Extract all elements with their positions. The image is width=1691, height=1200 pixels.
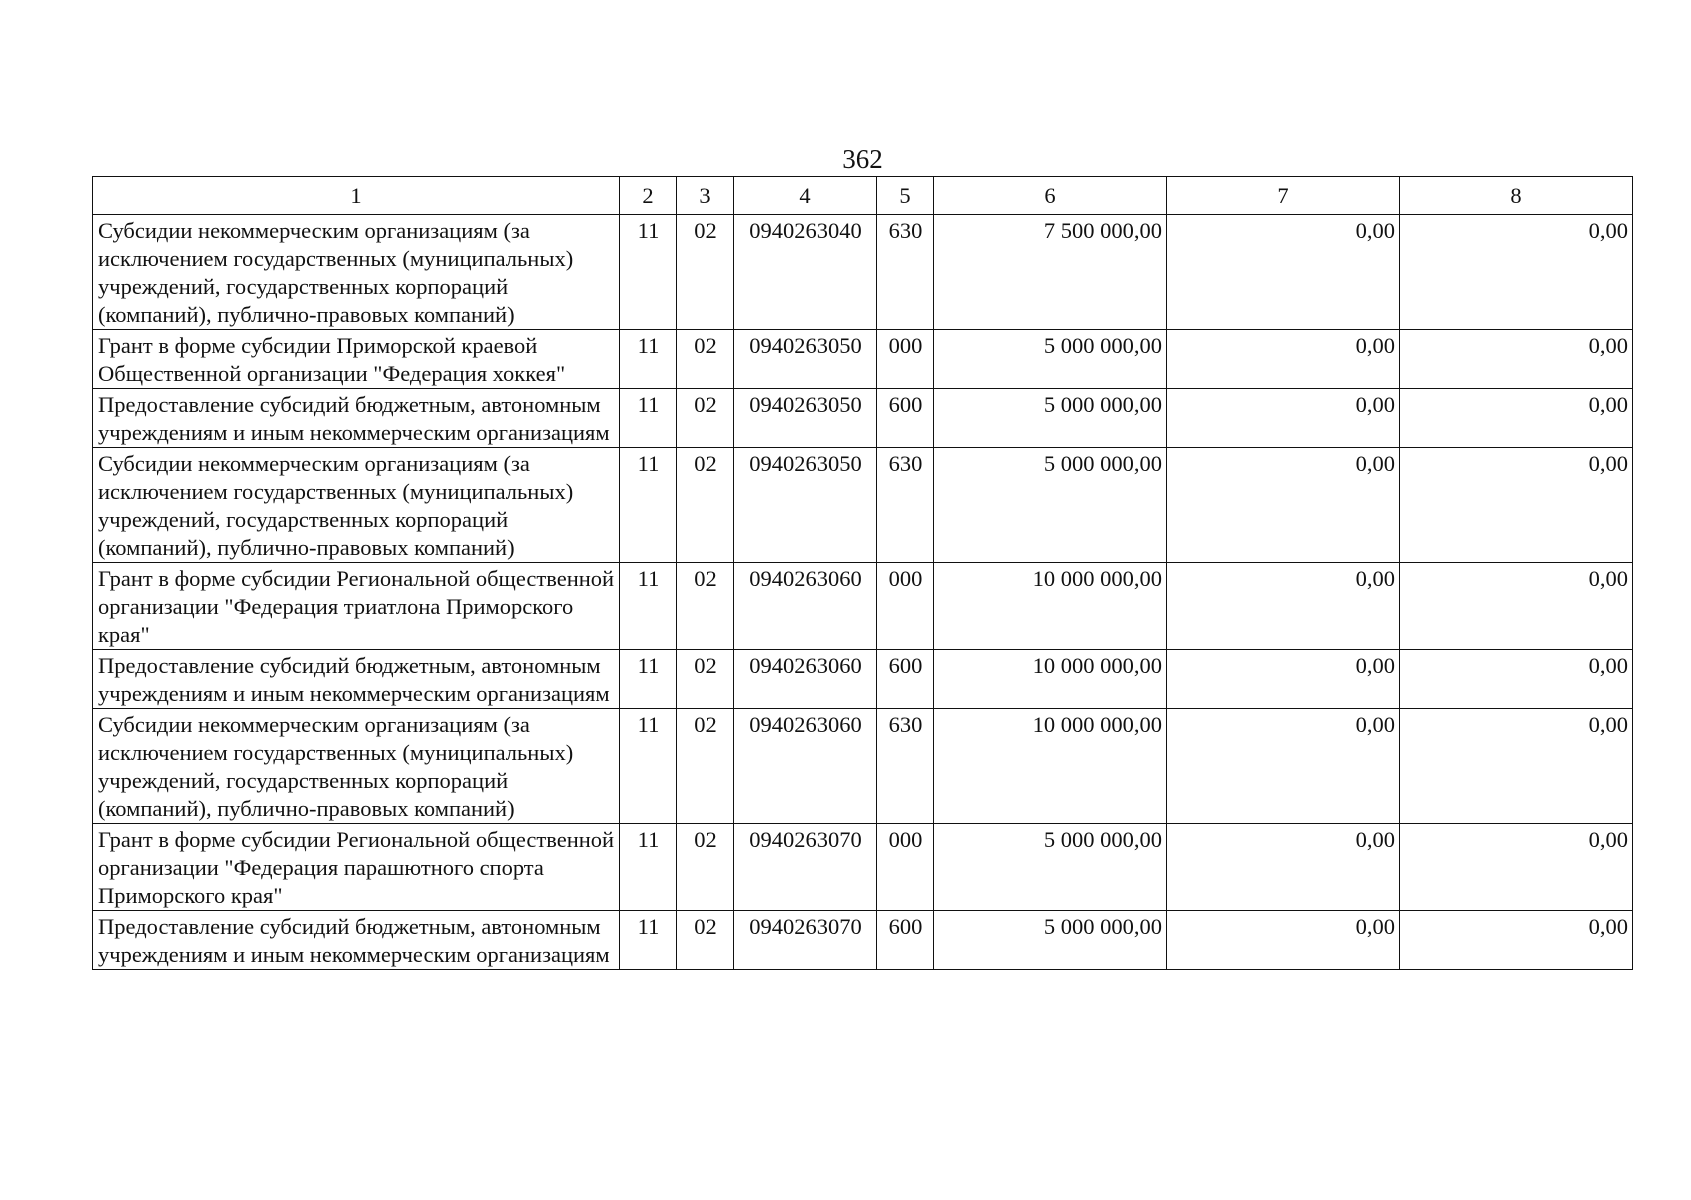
expense-type-code: 600 — [877, 650, 934, 709]
subsection-code: 02 — [677, 911, 734, 970]
table-row — [93, 650, 1633, 709]
amount-col-7: 0,00 — [1167, 330, 1400, 389]
section-code: 11 — [620, 824, 677, 911]
amount-col-7: 0,00 — [1167, 448, 1400, 563]
amount-col-7: 0,00 — [1167, 389, 1400, 448]
subsection-code: 02 — [677, 709, 734, 824]
header-cell-4: 4 — [734, 177, 877, 215]
section-code: 11 — [620, 215, 677, 330]
target-article-code: 0940263050 — [734, 389, 877, 448]
target-article-code: 0940263070 — [734, 911, 877, 970]
row-label: Грант в форме субсидии Приморской краевой Общественной организации "Федерация хоккея" — [93, 330, 620, 389]
header-cell-5: 5 — [877, 177, 934, 215]
amount-col-8: 0,00 — [1400, 389, 1633, 448]
header-cell-2: 2 — [620, 177, 677, 215]
amount-col-8: 0,00 — [1400, 330, 1633, 389]
expense-type-code: 630 — [877, 448, 934, 563]
target-article-code: 0940263040 — [734, 215, 877, 330]
header-cell-1: 1 — [93, 177, 620, 215]
expense-type-code: 600 — [877, 911, 934, 970]
subsection-code: 02 — [677, 215, 734, 330]
amount-col-6: 5 000 000,00 — [934, 824, 1167, 911]
section-code: 11 — [620, 709, 677, 824]
amount-col-8: 0,00 — [1400, 650, 1633, 709]
section-code: 11 — [620, 448, 677, 563]
amount-col-6: 10 000 000,00 — [934, 650, 1167, 709]
table-row — [93, 215, 1633, 330]
subsection-code: 02 — [677, 448, 734, 563]
amount-col-8: 0,00 — [1400, 824, 1633, 911]
section-code: 11 — [620, 650, 677, 709]
section-code: 11 — [620, 389, 677, 448]
subsection-code: 02 — [677, 389, 734, 448]
subsection-code: 02 — [677, 330, 734, 389]
amount-col-6: 5 000 000,00 — [934, 330, 1167, 389]
row-label: Предоставление субсидий бюджетным, автономным учреждениям и иным некоммерческим организациям — [93, 650, 620, 709]
row-label: Грант в форме субсидии Региональной общественной организации "Федерация триатлона Приморского края" — [93, 563, 620, 650]
header-cell-6: 6 — [934, 177, 1167, 215]
section-code: 11 — [620, 911, 677, 970]
row-label: Субсидии некоммерческим организациям (за исключением государственных (муниципальных) учреждений, государственных корпораций (компаний), публично-правовых компаний) — [93, 215, 620, 330]
amount-col-8: 0,00 — [1400, 448, 1633, 563]
expense-type-code: 000 — [877, 563, 934, 650]
amount-col-6: 5 000 000,00 — [934, 911, 1167, 970]
expense-type-code: 600 — [877, 389, 934, 448]
header-cell-8: 8 — [1400, 177, 1633, 215]
table-row — [93, 563, 1633, 650]
table-body — [93, 215, 1633, 970]
table-row — [93, 911, 1633, 970]
header-row — [93, 177, 1633, 215]
row-label: Предоставление субсидий бюджетным, автономным учреждениям и иным некоммерческим организациям — [93, 389, 620, 448]
table-row — [93, 709, 1633, 824]
subsection-code: 02 — [677, 650, 734, 709]
table-row — [93, 389, 1633, 448]
target-article-code: 0940263060 — [734, 563, 877, 650]
header-cell-7: 7 — [1167, 177, 1400, 215]
subsection-code: 02 — [677, 824, 734, 911]
page-number: 362 — [842, 144, 883, 174]
amount-col-8: 0,00 — [1400, 709, 1633, 824]
row-label: Грант в форме субсидии Региональной общественной организации "Федерация парашютного спорта Приморского края" — [93, 824, 620, 911]
target-article-code: 0940263060 — [734, 650, 877, 709]
expense-type-code: 630 — [877, 215, 934, 330]
amount-col-8: 0,00 — [1400, 911, 1633, 970]
row-label: Субсидии некоммерческим организациям (за исключением государственных (муниципальных) учреждений, государственных корпораций (компаний), публично-правовых компаний) — [93, 448, 620, 563]
target-article-code: 0940263050 — [734, 448, 877, 563]
amount-col-8: 0,00 — [1400, 215, 1633, 330]
target-article-code: 0940263070 — [734, 824, 877, 911]
row-label: Предоставление субсидий бюджетным, автономным учреждениям и иным некоммерческим организациям — [93, 911, 620, 970]
expense-type-code: 000 — [877, 824, 934, 911]
table-row — [93, 330, 1633, 389]
table-row — [93, 448, 1633, 563]
amount-col-6: 10 000 000,00 — [934, 563, 1167, 650]
table-row — [93, 824, 1633, 911]
section-code: 11 — [620, 330, 677, 389]
amount-col-6: 7 500 000,00 — [934, 215, 1167, 330]
amount-col-7: 0,00 — [1167, 824, 1400, 911]
row-label: Субсидии некоммерческим организациям (за исключением государственных (муниципальных) учреждений, государственных корпораций (компаний), публично-правовых компаний) — [93, 709, 620, 824]
amount-col-6: 10 000 000,00 — [934, 709, 1167, 824]
amount-col-7: 0,00 — [1167, 911, 1400, 970]
expense-type-code: 630 — [877, 709, 934, 824]
section-code: 11 — [620, 563, 677, 650]
target-article-code: 0940263050 — [734, 330, 877, 389]
amount-col-7: 0,00 — [1167, 215, 1400, 330]
table-header — [93, 177, 1633, 215]
subsection-code: 02 — [677, 563, 734, 650]
amount-col-7: 0,00 — [1167, 563, 1400, 650]
amount-col-6: 5 000 000,00 — [934, 448, 1167, 563]
budget-table — [92, 176, 1633, 970]
amount-col-7: 0,00 — [1167, 650, 1400, 709]
expense-type-code: 000 — [877, 330, 934, 389]
amount-col-6: 5 000 000,00 — [934, 389, 1167, 448]
target-article-code: 0940263060 — [734, 709, 877, 824]
header-cell-3: 3 — [677, 177, 734, 215]
amount-col-7: 0,00 — [1167, 709, 1400, 824]
amount-col-8: 0,00 — [1400, 563, 1633, 650]
